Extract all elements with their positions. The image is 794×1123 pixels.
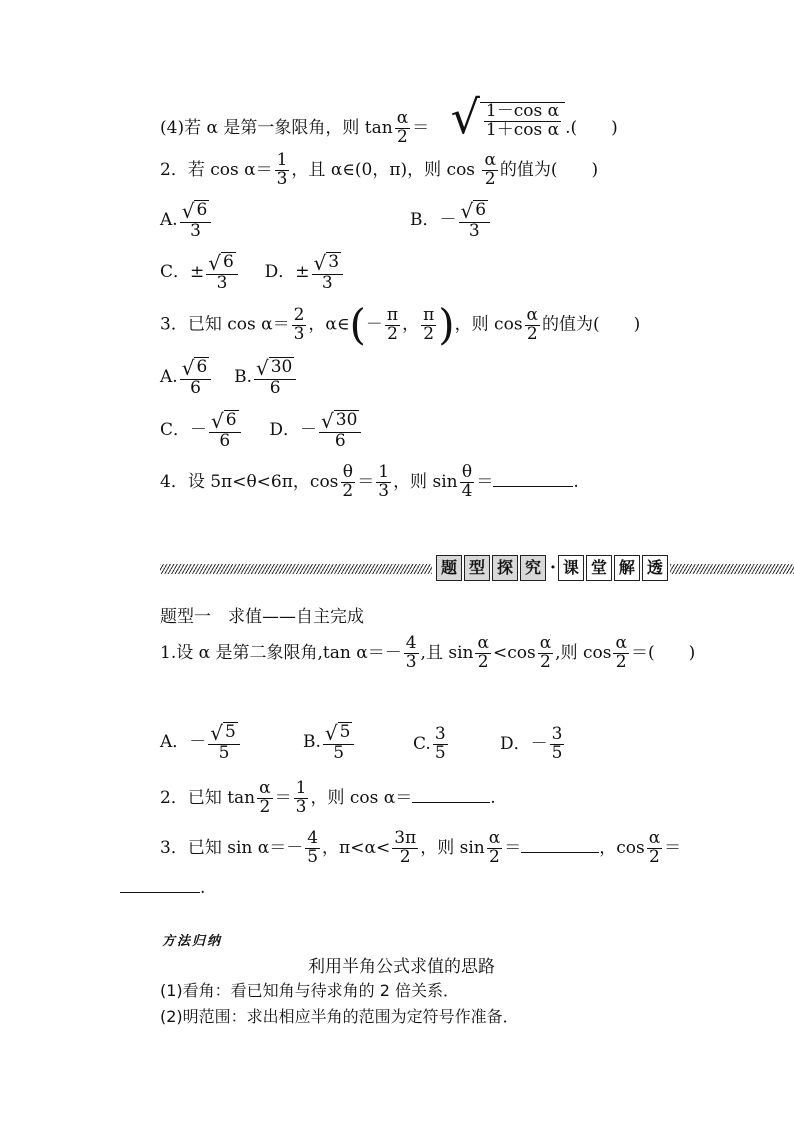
sqrt	[210, 722, 238, 743]
problem-2-stem	[160, 152, 598, 189]
denominator: 4	[461, 480, 473, 501]
radical-sign: √	[324, 720, 338, 745]
radical-sign: √	[321, 408, 334, 433]
numerator	[323, 722, 355, 745]
radical-sign: √	[255, 355, 269, 380]
text: 2．若 cos α＝	[160, 159, 273, 180]
equals: ＝	[357, 471, 375, 492]
radicand: 6	[225, 410, 237, 430]
numerator	[208, 722, 240, 745]
option-label: C．±	[160, 262, 205, 283]
sqrt	[321, 410, 359, 431]
numerator: α	[526, 304, 539, 325]
example-1-stem	[160, 635, 695, 672]
denominator: 2	[489, 846, 500, 867]
numerator: 1	[378, 462, 390, 482]
problem-2-option-d[interactable]	[264, 250, 345, 294]
fraction	[385, 304, 400, 344]
denominator: 6	[219, 431, 231, 452]
sqrt	[461, 200, 489, 221]
option-label: A.	[160, 367, 178, 388]
answer-blank[interactable]	[412, 802, 490, 803]
comma: ，	[402, 314, 420, 335]
example-1-option-a[interactable]	[160, 722, 242, 763]
fraction	[180, 200, 212, 241]
left-paren: (	[349, 300, 366, 349]
fraction	[525, 304, 540, 344]
banner-stripe-right	[670, 564, 794, 574]
text: ，则 sin	[420, 837, 485, 858]
fraction	[180, 357, 212, 398]
denominator: 5	[551, 742, 563, 763]
fraction	[376, 464, 391, 501]
numerator: θ	[342, 462, 353, 482]
radicand: 30	[335, 410, 358, 430]
answer-blank[interactable]	[493, 486, 573, 487]
banner-stripe-left	[160, 564, 432, 574]
sqrt	[450, 90, 566, 144]
sqrt	[256, 357, 294, 378]
denominator: 2	[526, 323, 538, 344]
numerator: 1－cos α	[485, 101, 560, 122]
numerator: 2	[293, 304, 305, 325]
banner-char: 题	[436, 555, 462, 581]
problem-3-option-d[interactable]	[269, 408, 363, 452]
problem-4-stem	[160, 464, 579, 501]
option-label: A.	[160, 210, 178, 231]
numerator	[459, 200, 491, 223]
equals: ＝	[664, 837, 682, 858]
numerator: 3π	[394, 828, 417, 848]
text: ，α∈	[308, 314, 350, 335]
radical-sign: √	[460, 198, 474, 223]
equals: ＝	[504, 837, 522, 858]
numerator: α	[488, 828, 501, 848]
fraction	[613, 635, 628, 672]
equals: ＝	[412, 118, 430, 138]
fraction	[305, 830, 320, 867]
denominator: 2	[540, 651, 551, 672]
fraction	[294, 780, 309, 817]
sqrt	[182, 357, 210, 378]
denominator: 3	[295, 796, 307, 817]
right-paren: )	[438, 300, 455, 349]
problem-2-option-b[interactable]	[410, 200, 492, 241]
minus: －	[365, 314, 383, 335]
fraction	[395, 110, 410, 147]
text: ，cos	[599, 837, 645, 858]
sqrt	[211, 410, 239, 431]
denominator: 3	[468, 221, 480, 242]
text: 的值为( )	[542, 314, 641, 335]
problem-3-options-ab	[160, 357, 298, 398]
numerator: 1	[276, 150, 288, 170]
problem-2-option-c[interactable]	[160, 250, 240, 294]
radicand: 6	[196, 200, 208, 220]
denominator: 2	[399, 846, 411, 867]
example-1-option-c[interactable]	[413, 726, 450, 763]
fraction	[433, 726, 448, 763]
radicand: 5	[339, 722, 351, 742]
problem-3-stem	[160, 300, 641, 349]
example-1-option-b[interactable]	[303, 722, 356, 763]
numerator: 3	[551, 724, 563, 744]
problem-2-options-cd	[160, 252, 345, 293]
denominator: 2	[342, 480, 354, 501]
text: 4．设 5π<θ<6π，cos	[160, 471, 339, 492]
fraction	[275, 152, 290, 189]
fraction	[292, 304, 307, 344]
radical-sign: √	[211, 408, 224, 433]
numerator: α	[648, 828, 661, 848]
text: ，则 cos	[454, 314, 523, 335]
fraction	[319, 410, 361, 451]
radicand	[480, 102, 565, 140]
numerator	[180, 357, 212, 380]
section-title: 题型一 求值——自主完成	[160, 607, 364, 627]
problem-3-options-cd	[160, 410, 363, 451]
denominator: 6	[190, 378, 201, 399]
option-label: A．－	[160, 732, 207, 753]
banner-char: 堂	[586, 555, 612, 581]
fraction	[340, 464, 355, 501]
numerator	[180, 200, 212, 223]
example-2-stem	[160, 780, 496, 817]
numerator	[254, 357, 296, 380]
numerator	[312, 252, 344, 275]
banner-char: 透	[642, 555, 668, 581]
text: 的值为( )	[499, 159, 599, 180]
radical-sign: √	[181, 355, 195, 380]
method-item-1: (1)看角：看已知角与待求角的 2 倍关系．	[160, 981, 460, 1000]
method-item-2: (2)明范围：求出相应半角的范围为定符号作准备．	[160, 1007, 519, 1026]
banner-badge	[436, 554, 670, 582]
denominator: 1＋cos α	[485, 120, 560, 141]
fraction	[257, 780, 272, 817]
numerator: π	[423, 304, 435, 325]
denominator: 2	[259, 796, 271, 817]
option-label: D．－	[269, 420, 318, 441]
option-label: B.	[303, 732, 321, 753]
answer-blank[interactable]	[120, 892, 200, 893]
denominator: 3	[321, 273, 333, 294]
denominator: 3	[405, 651, 417, 672]
problem-3-option-b[interactable]	[234, 355, 298, 399]
numerator: 4	[405, 633, 417, 653]
radicand: 6	[223, 252, 234, 272]
fraction	[550, 726, 565, 763]
text: <cos	[492, 642, 536, 663]
text: (4)若 α 是第一象限角，则 tan	[160, 118, 393, 138]
numerator: α	[259, 778, 271, 798]
denominator: 2	[387, 323, 398, 344]
banner-dot: ·	[550, 558, 556, 578]
denominator: 6	[269, 378, 281, 399]
text: ,则 cos	[555, 642, 612, 663]
denominator: 2	[649, 846, 660, 867]
text: .( )	[565, 118, 618, 138]
numerator: 4	[307, 828, 319, 848]
fraction	[647, 830, 662, 867]
text: ＝( )	[630, 642, 696, 663]
sqrt	[182, 200, 210, 221]
denominator: 5	[218, 743, 230, 764]
denominator: 2	[423, 323, 435, 344]
denominator: 5	[333, 743, 345, 764]
numerator	[319, 410, 361, 433]
denominator: 3	[216, 273, 228, 294]
example-3-stem	[160, 830, 681, 867]
denominator: 5	[434, 742, 446, 763]
option-label: B．－	[410, 210, 457, 231]
denominator: 2	[615, 651, 627, 672]
sqrt	[314, 252, 342, 273]
radical-sign: √	[450, 90, 480, 144]
numerator	[209, 410, 241, 433]
radicand: 6	[196, 357, 208, 377]
text: ,且 sin	[420, 642, 474, 663]
fraction	[209, 410, 241, 451]
problem-3-option-c[interactable]	[160, 408, 243, 452]
numerator: α	[477, 633, 489, 653]
fraction	[421, 304, 436, 344]
fraction	[487, 830, 502, 867]
text: 3．已知 sin α＝－	[160, 837, 304, 858]
example-3-continuation	[120, 878, 205, 898]
denominator: 5	[307, 846, 319, 867]
option-label: C.	[413, 733, 431, 754]
text: 3．已知 cos α＝	[160, 314, 290, 335]
denominator: 2	[397, 127, 408, 147]
text: ，则 sin	[393, 471, 458, 492]
denominator: 3	[276, 168, 288, 189]
denominator: 2	[477, 651, 489, 672]
numerator: α	[396, 108, 409, 129]
fraction	[538, 635, 553, 672]
denominator: 3	[190, 221, 201, 242]
radical-sign: √	[208, 250, 222, 275]
equals: ＝	[274, 787, 292, 808]
fraction	[459, 200, 491, 241]
answer-blank[interactable]	[521, 852, 599, 853]
section-banner	[160, 554, 794, 584]
text: .	[490, 787, 496, 808]
radicand: 30	[270, 357, 293, 377]
sqrt	[208, 252, 236, 273]
numerator: α	[539, 633, 552, 653]
radical-sign: √	[210, 720, 224, 745]
method-title: 利用半角公式求值的思路	[308, 957, 495, 977]
fraction	[484, 103, 561, 140]
example-1-option-d[interactable]	[500, 726, 566, 763]
fraction	[475, 635, 490, 672]
option-label: B.	[234, 367, 252, 388]
radicand: 6	[475, 200, 487, 220]
numerator: α	[615, 633, 627, 653]
fraction	[206, 252, 238, 293]
fraction	[323, 722, 355, 763]
banner-char: 探	[492, 555, 518, 581]
sqrt	[325, 722, 353, 743]
numerator: 1	[295, 778, 307, 798]
fraction	[312, 252, 344, 293]
banner-char: 型	[464, 555, 490, 581]
option-label: D．－	[500, 733, 548, 754]
text: .	[573, 471, 579, 492]
numerator: π	[386, 304, 399, 325]
fraction	[208, 722, 240, 763]
fraction	[392, 830, 418, 867]
text: .	[200, 878, 206, 898]
radical-sign: √	[181, 198, 195, 223]
denominator: 2	[484, 168, 496, 189]
fraction	[254, 357, 296, 398]
numerator: θ	[461, 462, 473, 482]
fraction	[404, 635, 419, 672]
radicand: 3	[328, 252, 340, 272]
question-4-line	[160, 90, 618, 147]
text: ，且 α∈(0，π)，则 cos	[291, 159, 481, 180]
banner-char: 究	[520, 555, 546, 581]
denominator: 3	[378, 480, 390, 501]
numerator: α	[484, 150, 496, 170]
banner-char: 解	[614, 555, 640, 581]
text: 2．已知 tan	[160, 787, 256, 808]
radical-sign: √	[313, 250, 327, 275]
text: ，π<α<	[322, 837, 391, 858]
denominator: 6	[334, 431, 346, 452]
text: 1.设 α 是第二象限角,tan α＝－	[160, 642, 402, 663]
radicand: 5	[225, 722, 236, 742]
fraction	[482, 152, 497, 189]
text: ，则 cos α＝	[310, 787, 413, 808]
option-label: C．－	[160, 420, 208, 441]
banner-char: 课	[558, 555, 584, 581]
denominator: 3	[293, 323, 305, 344]
option-label: D．±	[264, 262, 310, 283]
method-tag: 方法归纳	[162, 934, 223, 949]
numerator	[206, 252, 238, 275]
problem-2-option-a[interactable]	[160, 200, 213, 241]
fraction	[460, 464, 475, 501]
equals: ＝	[476, 471, 494, 492]
problem-3-option-a[interactable]	[160, 355, 213, 399]
numerator: 3	[434, 724, 446, 744]
